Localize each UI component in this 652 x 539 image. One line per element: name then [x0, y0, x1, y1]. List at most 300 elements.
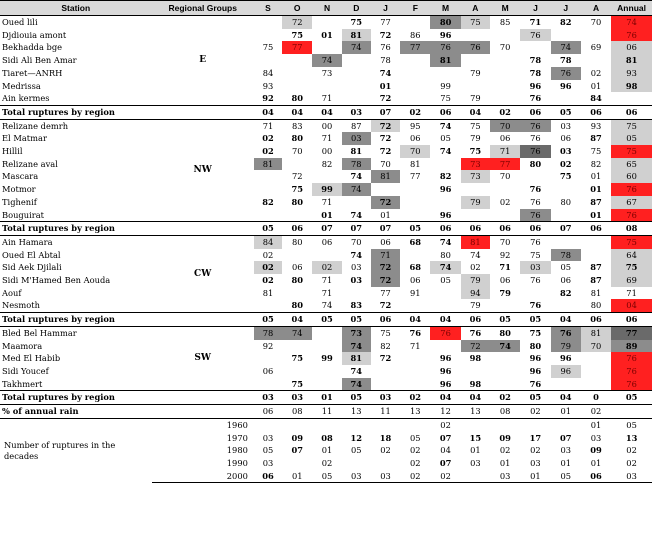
table-cell: 75 [611, 261, 652, 274]
table-cell [400, 92, 430, 105]
table-cell [490, 29, 520, 42]
table-cell [342, 92, 371, 105]
total-cell: 05 [520, 313, 550, 327]
table-cell: 72 [379, 93, 392, 104]
table-cell: 77 [282, 41, 312, 54]
table-cell: 73 [461, 158, 490, 171]
table-cell: 05 [410, 432, 421, 443]
table-cell [342, 80, 371, 93]
table-row [0, 92, 652, 105]
table-cell: 75 [611, 119, 652, 132]
total-cell: 06 [581, 222, 611, 236]
table-cell: 02 [410, 457, 421, 468]
table-cell: 05 [350, 445, 362, 456]
table-cell: 01 [321, 445, 333, 456]
annual-rain-row [0, 405, 652, 419]
total-cell: 03 [342, 105, 371, 119]
table-cell: 01 [590, 457, 602, 468]
table-cell: 01 [560, 457, 571, 468]
table-cell: 76 [551, 326, 581, 339]
table-cell: 03 [371, 470, 400, 483]
table-cell: 06 [410, 133, 421, 144]
table-cell: 13 [625, 432, 638, 443]
table-cell: 75 [470, 120, 481, 131]
table-cell: 18 [379, 432, 392, 443]
table-cell: 07 [291, 445, 304, 456]
total-row [0, 313, 652, 327]
table-cell: 75 [529, 327, 542, 338]
decade-year: 1980 [226, 445, 248, 456]
total-cell: 04 [461, 391, 490, 405]
table-cell [581, 29, 611, 42]
table-cell: 74 [342, 183, 371, 196]
table-cell: 76 [529, 300, 542, 311]
table-cell: 80 [560, 196, 571, 207]
station-name: Mascara [2, 171, 39, 182]
table-cell: 74 [470, 249, 481, 260]
total-cell: 05 [254, 222, 282, 236]
table-cell [430, 158, 460, 171]
table-cell: 92 [499, 249, 511, 260]
table-cell: 81 [410, 158, 421, 169]
table-cell: 76 [611, 183, 652, 196]
table-cell: 73 [342, 326, 371, 339]
table-cell: 82 [559, 287, 572, 298]
table-cell: 80 [440, 249, 451, 260]
table-cell: 74 [439, 120, 452, 131]
table-cell [581, 249, 611, 262]
table-cell [490, 418, 520, 431]
table-cell: 79 [461, 274, 490, 287]
table-cell [342, 418, 371, 431]
table-cell: 96 [529, 353, 542, 364]
table-cell: 80 [291, 93, 304, 104]
table-cell: 06 [611, 41, 652, 54]
table-row [0, 365, 652, 378]
table-cell [520, 287, 550, 300]
table-cell: 68 [409, 262, 422, 273]
table-cell: 75 [380, 327, 391, 338]
table-cell: 60 [611, 170, 652, 183]
table-cell: 76 [530, 236, 541, 247]
table-cell: 76 [529, 184, 542, 195]
column-header: J [371, 1, 400, 16]
total-cell: 04 [312, 105, 341, 119]
table-cell [312, 170, 341, 183]
table-cell: 74 [342, 378, 371, 391]
table-cell: 01 [321, 209, 333, 220]
table-cell: 77 [410, 171, 421, 182]
table-cell: 70 [499, 42, 511, 53]
table-cell: 01 [590, 80, 602, 91]
station-name: Ain kermes [2, 93, 50, 104]
table-cell: 96 [529, 80, 542, 91]
table-cell: 06 [581, 470, 611, 483]
table-cell: 02 [262, 249, 274, 260]
table-cell: 70 [499, 171, 511, 182]
table-cell: 00 [321, 120, 333, 131]
total-cell: 03 [254, 391, 282, 405]
table-cell: 76 [461, 41, 490, 54]
table-cell: 71 [499, 262, 511, 273]
table-cell: 03 [590, 432, 602, 443]
table-cell [371, 418, 400, 431]
table-cell [400, 365, 430, 378]
table-cell: 96 [439, 353, 452, 364]
table-cell: 91 [410, 287, 421, 298]
table-cell: 96 [551, 365, 581, 378]
table-cell: 03 [342, 132, 371, 145]
table-cell: 06 [291, 262, 303, 273]
table-row [0, 196, 652, 209]
table-cell: 02 [262, 146, 274, 157]
table-cell: 02 [400, 470, 430, 483]
table-cell: 81 [461, 235, 490, 248]
column-header: Station [0, 1, 152, 16]
table-cell: 74 [350, 171, 363, 182]
table-cell: 84 [590, 93, 602, 104]
table-cell: 03 [350, 262, 362, 273]
table-cell [254, 54, 282, 67]
table-cell: 70 [380, 158, 391, 169]
table-cell: 99 [440, 80, 451, 91]
table-cell: 80 [291, 133, 304, 144]
total-cell: 05 [342, 391, 371, 405]
table-cell: 12 [350, 432, 363, 443]
table-cell: 83 [350, 300, 363, 311]
table-cell: 80 [291, 196, 304, 207]
total-cell: 05 [254, 313, 282, 327]
table-cell: 04 [440, 445, 451, 456]
table-cell: 81 [581, 326, 611, 339]
table-cell [400, 299, 430, 312]
table-cell: 03 [262, 457, 274, 468]
station-name: Medrissa [2, 80, 41, 91]
annual-rain-cell: 11 [371, 405, 400, 419]
table-cell: 92 [262, 93, 274, 104]
table-cell: 75 [262, 42, 274, 53]
table-cell: 76 [530, 133, 541, 144]
table-cell: 68 [409, 236, 422, 247]
table-cell: 82 [559, 17, 572, 27]
table-cell [254, 16, 282, 29]
table-cell: 96 [439, 184, 452, 195]
total-cell: 05 [400, 222, 430, 236]
table-cell: 01 [590, 184, 602, 195]
station-name: Sidi M'Hamed Ben Aouda [2, 275, 111, 286]
station-name: Motmor [2, 184, 36, 195]
table-cell [611, 92, 652, 105]
table-cell [254, 183, 282, 196]
table-cell: 06 [254, 470, 282, 483]
table-cell: 83 [291, 120, 303, 131]
table-cell [400, 249, 430, 262]
table-cell: 79 [470, 300, 481, 311]
decades-label: Number of ruptures in the decades [4, 439, 116, 461]
total-cell: 04 [551, 391, 581, 405]
table-cell [254, 209, 282, 222]
total-label: Total ruptures by region [0, 391, 254, 405]
table-row [0, 287, 652, 300]
table-cell [461, 183, 490, 196]
table-cell: 72 [291, 171, 303, 182]
table-cell [312, 365, 341, 378]
total-cell: 03 [282, 391, 312, 405]
table-cell: 71 [321, 196, 333, 207]
table-cell: 82 [321, 158, 333, 169]
table-cell [282, 249, 312, 262]
table-cell: 77 [380, 287, 391, 298]
table-cell [371, 365, 400, 378]
table-cell: 06 [380, 236, 391, 247]
table-cell [461, 365, 490, 378]
table-cell: 76 [611, 209, 652, 222]
table-cell: 72 [371, 196, 400, 209]
table-cell: 09 [291, 432, 304, 443]
table-cell: 75 [291, 184, 304, 195]
station-name: Sidi Youcef [2, 365, 49, 376]
table-cell: 05 [560, 262, 571, 273]
table-cell [400, 16, 430, 29]
total-cell: 02 [490, 391, 520, 405]
table-cell [282, 340, 312, 353]
table-cell: 03 [490, 470, 520, 483]
station-name: Bled Bel Hammar [2, 327, 77, 338]
total-cell: 06 [371, 313, 400, 327]
table-row [0, 183, 652, 196]
table-cell: 67 [611, 196, 652, 209]
table-cell: 76 [611, 29, 652, 42]
table-cell: 72 [379, 300, 392, 311]
table-cell [551, 29, 581, 42]
column-header: O [282, 1, 312, 16]
table-cell: 03 [262, 432, 274, 443]
table-cell [490, 80, 520, 93]
table-cell [490, 92, 520, 105]
table-cell: 81 [262, 287, 274, 298]
table-cell: 76 [530, 275, 541, 286]
table-cell: 02 [440, 419, 451, 430]
total-cell: 07 [551, 222, 581, 236]
table-cell: 06 [262, 365, 274, 376]
table-cell: 06 [560, 275, 571, 286]
table-cell: 76 [409, 327, 422, 338]
table-cell: 72 [461, 340, 490, 353]
table-cell: 76 [520, 29, 550, 42]
table-row [0, 132, 652, 145]
table-cell: 06 [499, 275, 511, 286]
table-cell [551, 235, 581, 248]
table-row [0, 158, 652, 171]
table-cell: 03 [560, 445, 571, 456]
table-cell: 74 [439, 146, 452, 157]
table-cell: 76 [520, 145, 550, 158]
table-cell: 74 [439, 236, 452, 247]
table-cell: 02 [312, 261, 341, 274]
table-cell: 02 [559, 158, 572, 169]
column-header: J [551, 1, 581, 16]
regional-group: SW [194, 353, 211, 364]
annual-rain-cell: 13 [400, 405, 430, 419]
table-cell: 15 [469, 432, 482, 443]
table-cell: 75 [590, 146, 602, 157]
table-cell [461, 418, 490, 431]
table-cell: 05 [262, 445, 274, 456]
table-cell [490, 378, 520, 391]
table-cell: 81 [611, 54, 652, 67]
table-cell [342, 67, 371, 80]
table-cell: 95 [410, 120, 421, 131]
table-cell [551, 299, 581, 312]
table-cell: 80 [529, 340, 542, 351]
column-header: Annual [611, 1, 652, 16]
decade-year: 2000 [152, 470, 254, 483]
table-cell: 70 [590, 17, 602, 27]
table-cell [342, 457, 371, 470]
table-cell: 79 [470, 67, 481, 78]
total-cell: 06 [461, 313, 490, 327]
station-name: Nesmoth [2, 300, 40, 311]
table-cell: 02 [410, 445, 421, 456]
table-cell: 96 [439, 378, 452, 389]
table-cell: 71 [321, 133, 333, 144]
annual-rain-cell: 08 [490, 405, 520, 419]
table-cell: 64 [611, 249, 652, 262]
regional-group: CW [194, 268, 212, 279]
table-cell: 82 [439, 171, 452, 182]
annual-rain-cell: 13 [342, 405, 371, 419]
table-row [0, 261, 652, 274]
table-cell [551, 209, 581, 222]
table-cell [312, 80, 341, 93]
table-cell: 96 [439, 209, 452, 220]
table-cell: 87 [590, 133, 602, 144]
table-cell: 76 [520, 209, 550, 222]
table-cell: 70 [490, 119, 520, 132]
table-cell: 78 [551, 249, 581, 262]
table-cell [282, 80, 312, 93]
table-cell: 02 [262, 275, 274, 286]
table-cell [520, 170, 550, 183]
table-row [0, 29, 652, 42]
table-cell: 02 [626, 457, 637, 468]
table-cell: 70 [581, 340, 611, 353]
column-header: A [581, 1, 611, 16]
station-name: Oued El Abtal [2, 249, 61, 260]
total-cell: 05 [551, 105, 581, 119]
table-cell: 01 [590, 171, 602, 182]
table-cell [461, 54, 490, 67]
table-cell [312, 326, 341, 339]
total-cell: 04 [254, 105, 282, 119]
table-row [0, 249, 652, 262]
table-cell [282, 209, 312, 222]
table-cell: 74 [342, 41, 371, 54]
table-cell [254, 299, 282, 312]
table-row [0, 80, 652, 93]
total-cell: 04 [400, 313, 430, 327]
table-cell: 71 [262, 120, 274, 131]
table-cell: 08 [321, 432, 333, 443]
table-row [0, 274, 652, 287]
table-cell [490, 209, 520, 222]
table-cell: 82 [590, 158, 602, 169]
station-name: Hillil [2, 146, 23, 157]
table-cell [551, 418, 581, 431]
table-cell: 76 [611, 378, 652, 391]
table-cell: 96 [559, 80, 572, 91]
table-cell [312, 249, 341, 262]
table-cell: 02 [254, 261, 282, 274]
table-cell: 82 [380, 340, 391, 351]
table-cell: 80 [499, 327, 511, 338]
table-cell [400, 378, 430, 391]
table-cell: 72 [371, 261, 400, 274]
table-cell: 75 [559, 171, 572, 182]
table-cell: 79 [461, 196, 490, 209]
table-cell [490, 183, 520, 196]
table-cell: 74 [342, 340, 371, 353]
station-name: Relizane demrh [2, 120, 69, 131]
table-cell: 01 [321, 29, 333, 40]
table-cell [312, 16, 341, 29]
decade-year: 1960 [226, 419, 248, 430]
table-cell: 06 [499, 133, 511, 144]
table-cell: 87 [350, 120, 362, 131]
table-cell: 73 [321, 67, 333, 78]
station-name: Djdiouia amont [2, 29, 67, 40]
annual-rain-cell: 11 [312, 405, 341, 419]
table-cell: 71 [490, 145, 520, 158]
total-cell: 02 [400, 391, 430, 405]
table-cell: 86 [410, 29, 421, 40]
annual-rain-cell: 01 [551, 405, 581, 419]
table-cell: 01 [590, 209, 602, 220]
table-cell: 72 [371, 119, 400, 132]
table-cell: 01 [590, 419, 602, 430]
total-row [0, 391, 652, 405]
regional-group: E [199, 55, 207, 66]
station-name: Bouguirat [2, 209, 44, 220]
table-body [0, 16, 652, 483]
total-cell: 06 [430, 105, 460, 119]
table-cell: 81 [350, 146, 363, 157]
table-cell: 71 [529, 17, 542, 27]
table-cell: 03 [470, 457, 481, 468]
table-cell: 87 [590, 262, 602, 273]
total-cell: 08 [611, 222, 652, 236]
table-cell: 06 [560, 133, 571, 144]
table-cell: 77 [380, 17, 391, 27]
table-cell: 80 [291, 300, 304, 311]
table-cell: 78 [529, 67, 542, 78]
table-cell: 69 [611, 274, 652, 287]
table-cell: 99 [321, 353, 333, 364]
total-cell: 02 [400, 105, 430, 119]
decade-row [0, 418, 652, 431]
table-cell: 71 [321, 275, 333, 286]
table-cell [254, 352, 282, 365]
column-header: Regional Groups [152, 1, 254, 16]
table-cell [400, 418, 430, 431]
table-cell [430, 67, 460, 80]
table-cell: 03 [611, 470, 652, 483]
table-cell: 07 [439, 432, 452, 443]
decade-year: 1990 [226, 457, 248, 468]
table-cell [490, 67, 520, 80]
table-cell: 75 [291, 378, 304, 389]
table-cell: 05 [440, 275, 451, 286]
